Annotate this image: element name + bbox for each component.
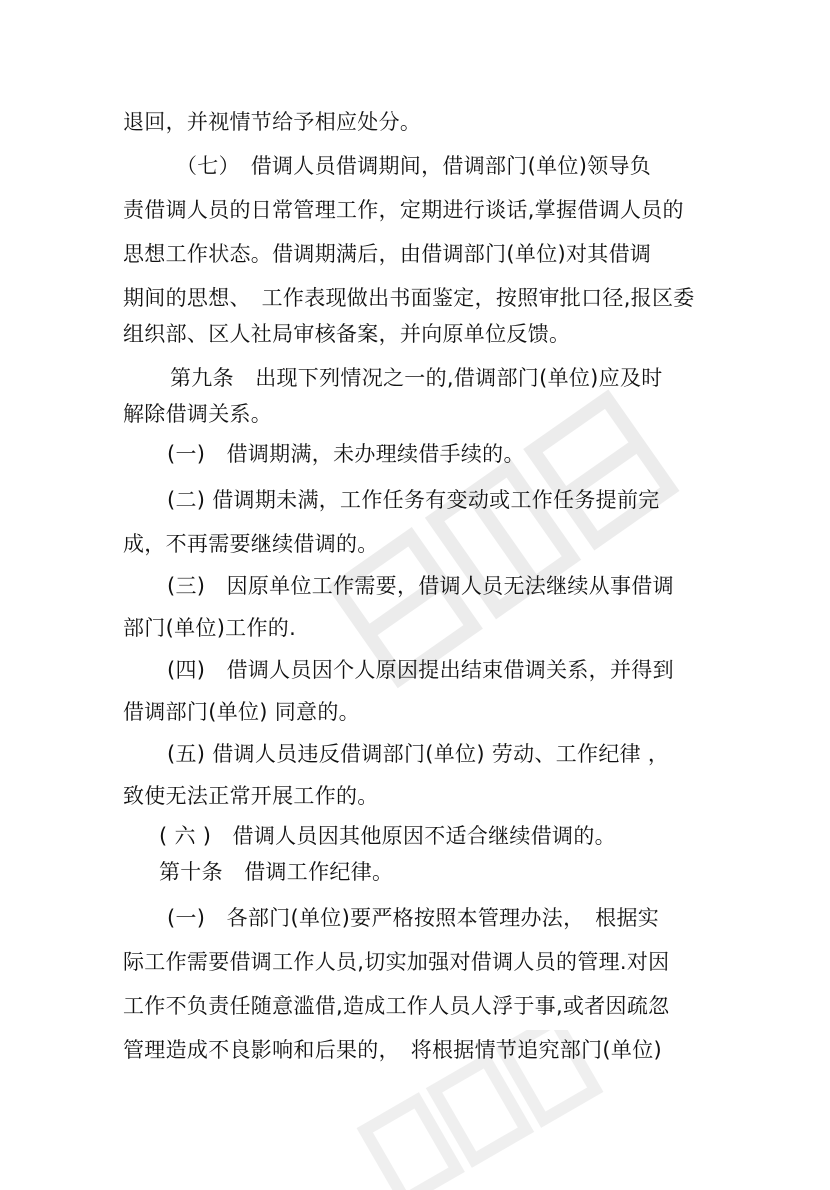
text-line: 管理造成不良影响和后果的， 将根据情节追究部门(单位) (123, 1038, 662, 1062)
text-line: (三) 因原单位工作需要，借调人员无法继续从事借调 (167, 574, 674, 598)
text-line: 成，不再需要继续借调的。 (123, 532, 379, 556)
text-line: (一) 各部门(单位)要严格按照本管理办法， 根据实 (167, 906, 660, 930)
text-line: 退回，并视情节给予相应处分。 (123, 110, 422, 134)
text-line: 期间的思想、 工作表现做出书面鉴定，按照审批口径,报区委 (123, 286, 695, 310)
text-line: 致使无法正常开展工作的。 (123, 784, 379, 808)
text-line: （七） 借调人员借调期间，借调部门(单位)领导负 (176, 154, 652, 178)
text-line: 部门(单位)工作的. (123, 616, 297, 640)
text-line: 第九条 出现下列情况之一的,借调部门(单位)应及时 (170, 366, 663, 390)
text-line: (二) 借调期未满，工作任务有变动或工作任务提前完 (167, 488, 660, 512)
text-line: 借调部门(单位) 同意的。 (123, 700, 360, 724)
text-line: 责借调人员的日常管理工作，定期进行谈话,掌握借调人员的 (123, 198, 684, 222)
text-line: (四) 借调人员因个人原因提出结束借调关系，并得到 (167, 658, 674, 682)
text-line: 工作不负责任随意滥借,造成工作人员人浮于事,或者因疏忽 (123, 994, 670, 1018)
text-line: 组织部、区人社局审核备案，并向原单位反馈。 (123, 322, 571, 346)
text-line: 思想工作状态。借调期满后，由借调部门(单位)对其借调 (123, 242, 652, 266)
text-line: 际工作需要借调工作人员,切实加强对借调人员的管理.对因 (123, 950, 670, 974)
text-line: 第十条 借调工作纪律。 (159, 860, 394, 884)
text-line: ( 六 ) 借调人员因其他原因不适合继续借调的。 (159, 824, 616, 848)
text-line: 解除借调关系。 (123, 402, 273, 426)
text-line: (一) 借调期满，未办理续借手续的。 (167, 442, 525, 466)
text-line: (五) 借调人员违反借调部门(单位) 劳动、工作纪律 ， (167, 742, 670, 766)
